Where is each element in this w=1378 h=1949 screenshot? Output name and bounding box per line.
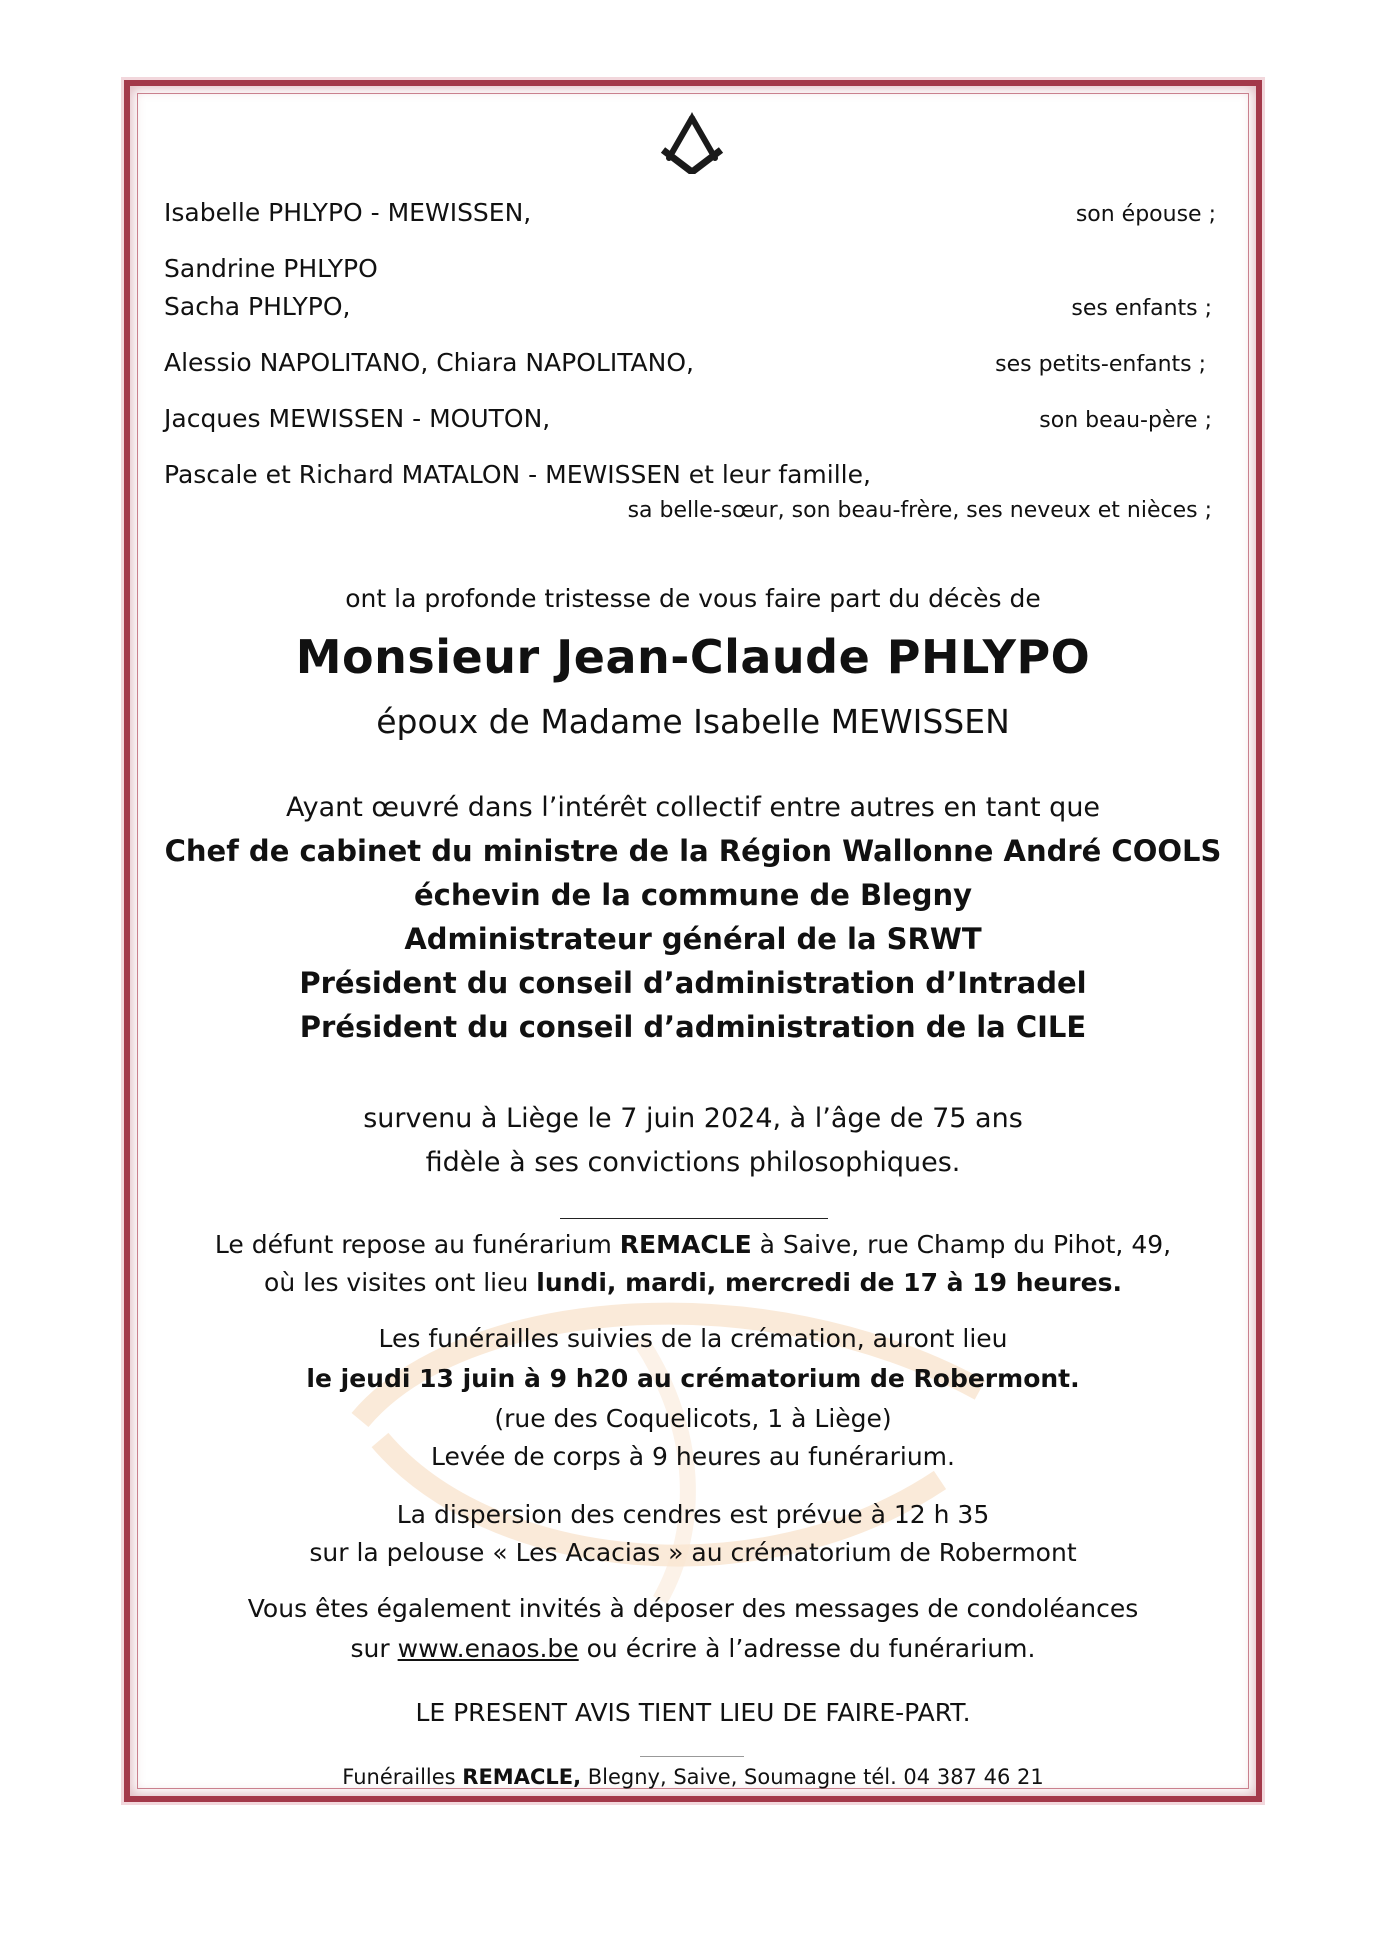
funeral-date: le jeudi 13 juin à 9 h20 au crématorium de Robermont. bbox=[306, 1364, 1080, 1393]
condolences-line: Vous êtes également invités à déposer des messages de condoléances bbox=[247, 1594, 1139, 1623]
career-role: Président du conseil d’administration de la CILE bbox=[299, 1010, 1087, 1044]
visit-text: où les visites ont lieu bbox=[264, 1268, 537, 1297]
footer-contact: Blegny, Saive, Soumagne tél. 04 387 46 21 bbox=[581, 1765, 1044, 1789]
family-relation: son beau-père ; bbox=[1039, 408, 1212, 433]
death-line: survenu à Liège le 7 juin 2024, à l’âge de 75 ans bbox=[363, 1103, 1023, 1134]
family-name: Jacques MEWISSEN - MOUTON, bbox=[164, 404, 551, 433]
footer-separator bbox=[640, 1756, 744, 1757]
visit-location bbox=[124, 1230, 1262, 1259]
condolences-text: sur bbox=[350, 1634, 398, 1663]
announcement-intro: ont la profonde tristesse de vous faire part du décès de bbox=[345, 584, 1041, 613]
condolences-text: ou écrire à l’adresse du funérarium. bbox=[578, 1634, 1036, 1663]
ashes-time: La dispersion des cendres est prévue à 12 h 35 bbox=[396, 1500, 990, 1529]
funeral-home-name: REMACLE bbox=[619, 1230, 752, 1259]
notice-line: LE PRESENT AVIS TIENT LIEU DE FAIRE-PART. bbox=[415, 1698, 971, 1727]
family-name: Pascale et Richard MATALON - MEWISSEN et leur famille, bbox=[164, 460, 871, 489]
ashes-place: sur la pelouse « Les Acacias » au crématorium de Robermont bbox=[309, 1538, 1077, 1567]
family-relation: sa belle-sœur, son beau-frère, ses neveux et nièces ; bbox=[627, 498, 1212, 523]
family-name: Sacha PHLYPO, bbox=[164, 292, 351, 321]
website-link[interactable]: www.enaos.be bbox=[397, 1634, 579, 1663]
visit-schedule: lundi, mardi, mercredi de 17 à 19 heures. bbox=[536, 1268, 1122, 1297]
funeral-address: (rue des Coquelicots, 1 à Liège) bbox=[494, 1404, 892, 1433]
body-removal: Levée de corps à 9 heures au funérarium. bbox=[431, 1442, 955, 1471]
career-role: Président du conseil d’administration d’Intradel bbox=[299, 966, 1087, 1000]
philosophy-line: fidèle à ses convictions philosophiques. bbox=[425, 1147, 961, 1178]
square-and-compass-icon bbox=[657, 110, 727, 174]
family-name: Isabelle PHLYPO - MEWISSEN, bbox=[164, 198, 532, 227]
family-name: Alessio NAPOLITANO, Chiara NAPOLITANO, bbox=[164, 348, 694, 377]
career-role: Chef de cabinet du ministre de la Région Wallonne André COOLS bbox=[164, 834, 1222, 868]
visit-text: Le défunt repose au funérarium bbox=[214, 1230, 620, 1259]
condolences-link-line bbox=[124, 1634, 1262, 1663]
separator bbox=[560, 1218, 828, 1219]
career-intro: Ayant œuvré dans l’intérêt collectif entre autres en tant que bbox=[285, 792, 1101, 823]
footer-line bbox=[124, 1765, 1262, 1789]
career-role: échevin de la commune de Blegny bbox=[413, 878, 973, 912]
family-relation: son épouse ; bbox=[1075, 202, 1216, 227]
family-name: Sandrine PHLYPO bbox=[164, 254, 378, 283]
visit-hours bbox=[124, 1268, 1262, 1297]
deceased-name: Monsieur Jean-Claude PHLYPO bbox=[295, 630, 1091, 684]
visit-address: à Saive, rue Champ du Pihot, 49, bbox=[751, 1230, 1172, 1259]
funeral-intro: Les funérailles suivies de la crémation, auront lieu bbox=[378, 1324, 1008, 1353]
family-relation: ses petits-enfants ; bbox=[995, 352, 1206, 377]
family-relation: ses enfants ; bbox=[1071, 296, 1212, 321]
spouse-line: époux de Madame Isabelle MEWISSEN bbox=[376, 702, 1010, 741]
career-role: Administrateur général de la SRWT bbox=[404, 922, 982, 956]
footer-text: Funérailles bbox=[342, 1765, 463, 1789]
footer-company: REMACLE, bbox=[462, 1765, 582, 1789]
